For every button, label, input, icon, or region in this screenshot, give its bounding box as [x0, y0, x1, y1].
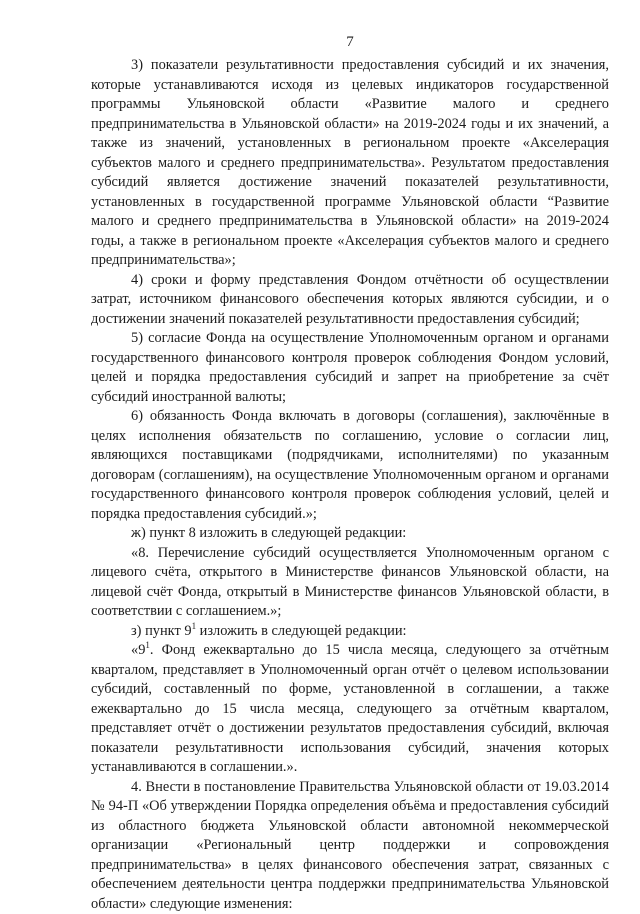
paragraph-section-4: 4. Внести в постановление Правительства Ульяновской области от 19.03.2014 № 94-П «Об утверждении Порядка определения объёма и предоставления субсидий из областного бюджета Ульяновской области автономной некоммерческой организации «Региональный центр поддержки и сопровождения предпринимательства» в целях финансового обеспечения затрат, связанных с обеспечением деятельности центра поддержки предпринимательства Ульяновской области» следующие изменения: [91, 778, 609, 914]
paragraph-subpoint-zh: ж) пункт 8 изложить в следующей редакции: [91, 524, 609, 544]
paragraph-point-8: «8. Перечисление субсидий осуществляется Уполномоченным органом с лицевого счёта, открытого в Министерстве финансов Ульяновской области, на лицевой счёт Фонда, открытый в Министерстве финансов Ульяновской области, в соответствии с соглашением.»; [91, 544, 609, 622]
point-9-1-superscript: 1 [145, 640, 150, 650]
paragraph-item-3: 3) показатели результативности предоставления субсидий и их значения, которые устанавливаются исходя из целевых индикаторов государственной программы Ульяновской области «Развитие малого и среднего предпринимательства в Ульяновской области» на 2019-2024 годы и их значений, а также из значений, установленных в региональном проекте «Акселерация субъектов малого и среднего предпринимательства». Результатом предоставления субсидий является достижение значений показателей результативности, установленных в государственной программе Ульяновской области “Развитие малого и среднего предпринимательства в Ульяновской области» на 2019-2024 годы, а также в региональном проекте «Акселерация субъектов малого и среднего предпринимательства»; [91, 56, 609, 271]
paragraph-subpoint-z [91, 622, 609, 642]
paragraph-item-6: 6) обязанность Фонда включать в договоры (соглашения), заключённые в целях исполнения обязательств по соглашению, условие о согласии лиц, являющихся поставщиками (подрядчиками, исполнителями) по указанным договорам (соглашениям), на осуществление Уполномоченным органом и органами государственного финансового контроля проверок соблюдения условий, целей и порядка предоставления субсидий.»; [91, 407, 609, 524]
point-9-1-text-before: «9 [131, 642, 145, 658]
paragraph-item-4: 4) сроки и форму представления Фондом отчётности об осуществлении затрат, источником финансового обеспечения которых являются субсидии, и о достижении значений показателей результативности предоставления субсидий; [91, 271, 609, 330]
paragraph-point-9-1 [91, 641, 609, 778]
point-9-1-text-after: . Фонд ежеквартально до 15 числа месяца, следующего за отчётным кварталом, представляет в Уполномоченный орган отчёт о целевом использовании субсидий, составленный по форме, установленной в соглашении, а также ежеквартально до 15 числа месяца, следующего за отчётным кварталом, представляет отчёт о достижении результатов предоставления субсидий, включая показатели результативности использования субсидий, значения которых устанавливаются в соглашении.». [91, 642, 609, 775]
subpoint-z-text-before: з) пункт 9 [131, 623, 192, 639]
document-body [91, 56, 609, 914]
paragraph-item-5: 5) согласие Фонда на осуществление Уполномоченным органом и органами государственного финансового контроля проверок соблюдения Фондом условий, целей и порядка предоставления субсидий и запрет на приобретение за счёт субсидий иностранной валюты; [91, 329, 609, 407]
subpoint-z-text-after: изложить в следующей редакции: [196, 623, 406, 639]
subpoint-z-superscript: 1 [192, 621, 197, 631]
page-number: 7 [0, 34, 640, 51]
